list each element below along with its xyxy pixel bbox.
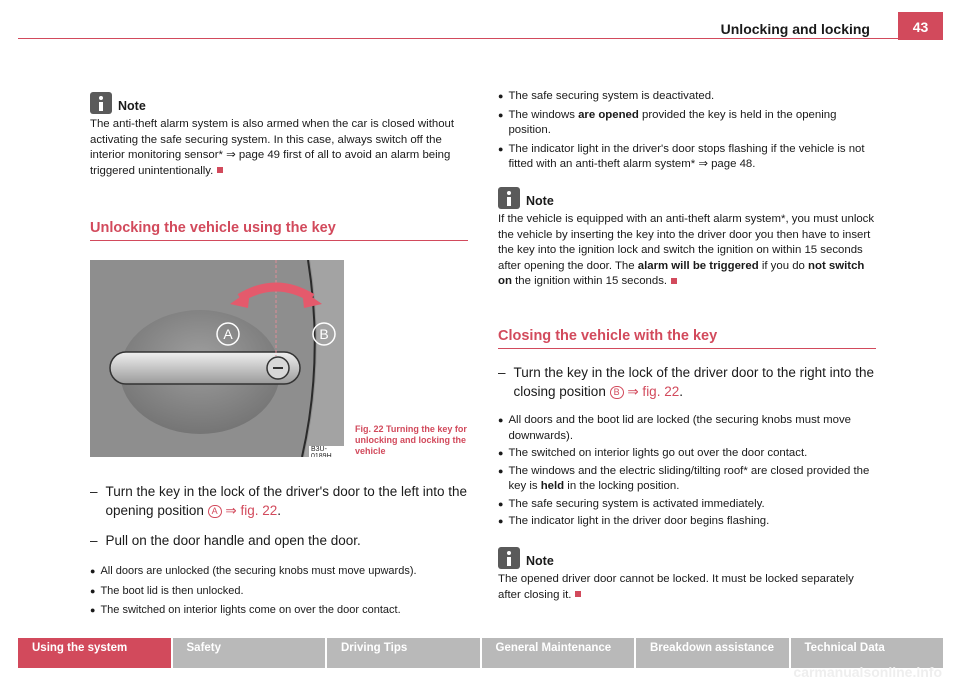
- figure-label-b: B: [319, 326, 329, 342]
- list-item: ● All doors are unlocked (the securing knobs must move upwards).: [90, 564, 468, 580]
- list-item: ● The boot lid is then unlocked.: [90, 584, 468, 600]
- list-item-text: The switched on interior lights come on over the door contact.: [100, 604, 401, 616]
- list-item-text: The indicator light in the driver's door stops flashing if the vehicle is not fitted with an anti-theft alarm system* ⇒ page 48.: [508, 142, 865, 170]
- list-item-text: The safe securing system is activated immediately.: [508, 497, 765, 510]
- note-info-icon: [498, 547, 520, 569]
- note-text-bold: alarm will be triggered: [637, 259, 759, 272]
- list-item-text: All doors and the boot lid are locked (the securing knobs must move downwards).: [508, 414, 851, 442]
- step-open-door: – Pull on the door handle and open the door.: [90, 533, 361, 548]
- header-title: Unlocking and locking: [720, 21, 870, 37]
- tab-safety[interactable]: Safety: [173, 638, 326, 668]
- list-item-text: The switched on interior lights go out over the door contact.: [508, 447, 808, 459]
- step-text: Pull on the door handle and open the door.: [105, 533, 361, 548]
- list-item-text: The boot lid is then unlocked.: [100, 584, 244, 597]
- tab-using-the-system[interactable]: Using the system: [18, 638, 171, 668]
- note-info-icon: [498, 187, 520, 209]
- list-item-text: [508, 464, 876, 495]
- list-item-text-part: The windows: [508, 108, 579, 121]
- step-turn-key-right: – Turn the key in the lock of the driver door to the right into the closing position B ⇒ fig. 22.: [498, 365, 874, 399]
- header-rule: [18, 38, 943, 39]
- list-item-text: [508, 108, 876, 139]
- list-item: ● The windows are opened provided the key is held in the opening position.: [498, 108, 876, 139]
- figure-label-a: A: [223, 326, 233, 342]
- list-item: ● The indicator light in the driver's door stops flashing if the vehicle is not fitted with an anti-theft alarm system* ⇒ page 48.: [498, 142, 876, 173]
- note-text-body: The opened driver door cannot be locked. It must be locked separately after closing it.: [498, 573, 854, 601]
- figure-link[interactable]: ⇒ fig. 22: [225, 503, 278, 518]
- list-item-bold: held: [540, 480, 565, 492]
- note-block-anti-theft: [498, 187, 876, 290]
- list-item-bold: are opened: [578, 108, 639, 121]
- list-item-text-part: in the locking position.: [564, 480, 680, 492]
- note-info-icon: [90, 92, 112, 114]
- list-item: ● The safe securing system is deactivated.: [498, 89, 876, 105]
- section-title-closing: Closing the vehicle with the key: [498, 329, 876, 349]
- lock-steps: [498, 363, 876, 530]
- note-heading: [498, 187, 876, 209]
- note-block-alarm: [90, 92, 468, 179]
- list-item: ● All doors and the boot lid are locked (the securing knobs must move downwards).: [498, 413, 876, 444]
- list-item: ● The safe securing system is activated immediately.: [498, 497, 876, 513]
- tab-driving-tips[interactable]: Driving Tips: [327, 638, 480, 668]
- list-item: ● The switched on interior lights come on over the door contact.: [90, 603, 468, 619]
- step-end: .: [277, 503, 282, 518]
- step-text: Turn the key in the lock of the driver's door to the left into the opening position: [105, 484, 468, 518]
- note-text-part: the ignition within 15 seconds.: [511, 275, 668, 287]
- unlock-results-list: [90, 564, 468, 619]
- list-item: ● The windows and the electric sliding/tilting roof* are closed provided the key is held in the locking position.: [498, 464, 876, 495]
- note-heading-label: Note: [526, 553, 554, 568]
- note-text: [498, 212, 876, 290]
- figure-link[interactable]: ⇒ fig. 22: [627, 384, 680, 399]
- list-item: ● The switched on interior lights go out over the door contact.: [498, 446, 876, 462]
- figure-caption: Fig. 22 Turning the key for unlocking and locking the vehicle: [355, 424, 467, 456]
- figure-code: B3U-0189H: [309, 446, 344, 457]
- note-heading: [90, 92, 468, 114]
- list-item-text: The indicator light in the driver door begins flashing.: [508, 515, 770, 527]
- figure-key-turning: [90, 260, 344, 457]
- position-badge-a: A: [208, 505, 222, 518]
- position-badge-b: B: [610, 386, 624, 399]
- list-item-text-part: The windows and the electric sliding/tilting roof* are closed provided the key is: [508, 464, 870, 492]
- tab-general-maintenance[interactable]: General Maintenance: [482, 638, 635, 668]
- door-handle-illustration: [90, 260, 344, 457]
- list-item-text: The safe securing system is deactivated.: [508, 90, 715, 102]
- tab-technical-data[interactable]: Technical Data: [791, 638, 944, 668]
- watermark: carmanualsonline.info: [793, 664, 942, 680]
- note-heading: [498, 547, 876, 569]
- note-text-body: The anti-theft alarm system is also armed when the car is closed without activating the safe securing system. In this case, always switch off the interior monitoring sensor* ⇒ page 49 first of all to avoid an alarm being triggered unintentionally.: [90, 118, 455, 177]
- end-mark-icon: [671, 278, 677, 284]
- unlock-results-continued: [498, 89, 876, 173]
- note-text-part: if you do: [758, 259, 809, 272]
- end-mark-icon: [217, 167, 223, 173]
- section-title-unlocking: Unlocking the vehicle using the key: [90, 221, 468, 241]
- list-item-text-part: provided the key is held in the opening position.: [508, 108, 837, 136]
- tab-breakdown-assistance[interactable]: Breakdown assistance: [636, 638, 789, 668]
- section-closing: [498, 329, 876, 349]
- note-text-bold: not switch on: [498, 259, 865, 287]
- note-heading-label: Note: [526, 193, 554, 208]
- note-heading-label: Note: [118, 98, 146, 113]
- section-unlocking: [90, 221, 468, 241]
- note-text: [90, 117, 468, 179]
- step-end: .: [679, 384, 683, 399]
- unlock-steps: [90, 482, 468, 619]
- step-text: Turn the key in the lock of the driver door to the right into the closing position: [513, 365, 874, 399]
- lock-results-list: [498, 413, 876, 530]
- end-mark-icon: [575, 591, 581, 597]
- list-item-text: All doors are unlocked (the securing knobs must move upwards).: [100, 565, 417, 577]
- page-number: 43: [898, 12, 943, 40]
- list-item: ● The indicator light in the driver door begins flashing.: [498, 514, 876, 530]
- note-block-locking: [498, 547, 876, 603]
- step-turn-key-left: – Turn the key in the lock of the driver's door to the left into the opening position A ⇒ fig. 22.: [90, 484, 468, 518]
- note-text: [498, 572, 876, 603]
- note-text-part: If the vehicle is equipped with an anti-theft alarm system*, you must unlock the vehicle by inserting the key into the driver door you then have to insert the key into the ignition lock and switch the ignition on within 15 seconds after opening the door. The: [498, 213, 875, 272]
